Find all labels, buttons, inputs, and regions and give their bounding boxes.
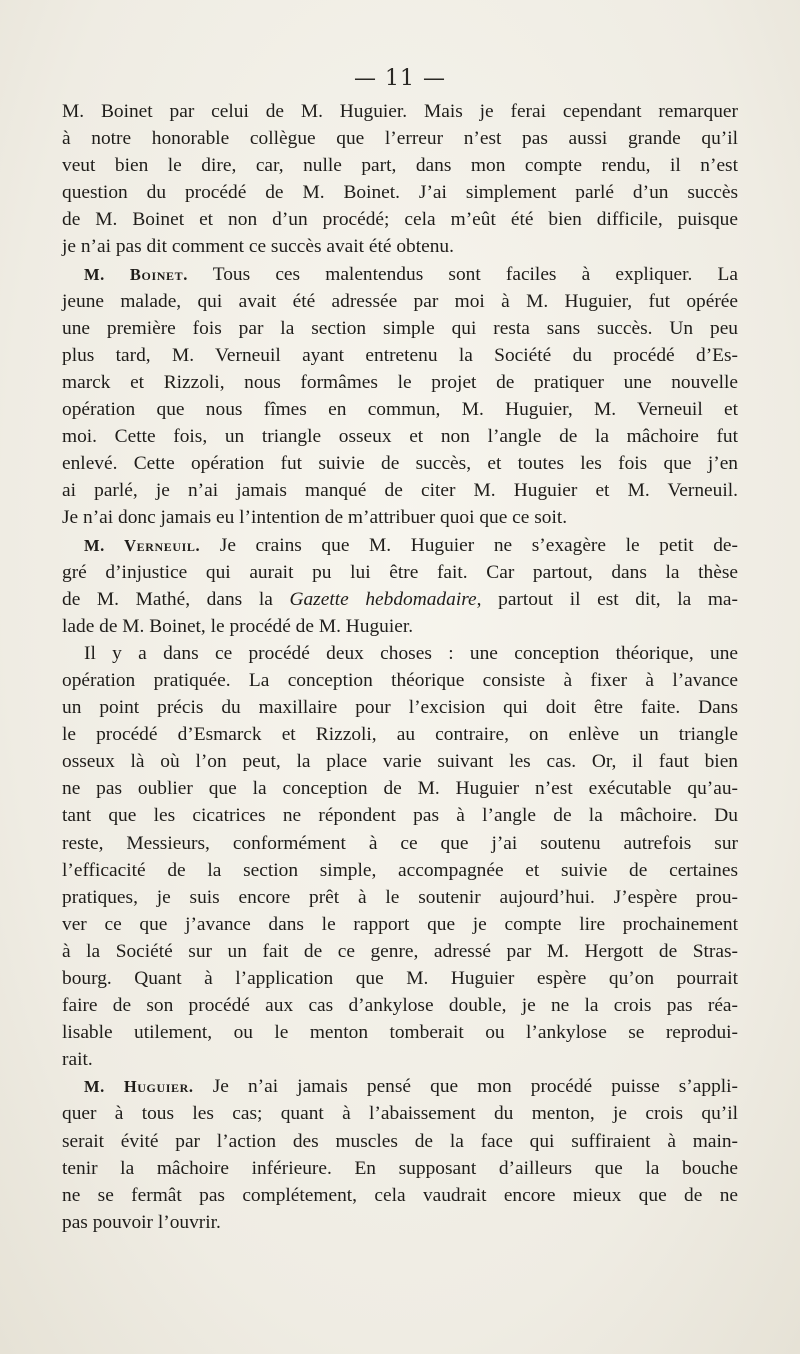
line-text: ver ce que j’avance dans le rapport que je compte lire prochainement xyxy=(62,913,738,935)
text-line xyxy=(62,1019,738,1046)
line-text: opération pratiquée. La conception théorique consiste à fixer à l’avance xyxy=(62,669,738,691)
line-text: un point précis du maxillaire pour l’excision qui doit être faite. Dans xyxy=(62,697,738,719)
speaker-name: M. Huguier. xyxy=(84,1077,194,1097)
line-text: opération que nous fîmes en commun, M. Huguier, M. Verneuil et xyxy=(62,399,738,421)
text-line xyxy=(62,179,738,206)
line-text: une première fois par la section simple qui resta sans succès. Un peu xyxy=(62,317,738,339)
line-text: faire de son procédé aux cas d’ankylose double, je ne la crois pas réa- xyxy=(62,995,738,1017)
line-text: ne se fermât pas complétement, cela vaudrait encore mieux que de ne xyxy=(62,1184,738,1206)
text-line xyxy=(62,559,738,586)
text-line xyxy=(62,775,738,802)
text-line xyxy=(62,830,738,857)
speaker-name: M. Verneuil. xyxy=(84,535,201,555)
line-text: gré d’injustice qui aurait pu lui être fait. Car partout, dans la thèse xyxy=(62,561,738,583)
line-text: ne pas oublier que la conception de M. Huguier n’est exécutable qu’au- xyxy=(62,778,738,800)
line-text: Je n’ai donc jamais eu l’intention de m’attribuer quoi que ce soit. xyxy=(62,507,568,529)
journal-title: Gazette hebdomadaire xyxy=(289,588,477,610)
text-line xyxy=(62,477,738,504)
text-line xyxy=(62,288,738,315)
text-line xyxy=(62,721,738,748)
page-number: — 11 — xyxy=(354,66,446,91)
text-line xyxy=(62,233,738,260)
text-line xyxy=(62,152,738,179)
text-line xyxy=(62,748,738,775)
body-text xyxy=(62,98,738,1236)
text-line xyxy=(62,125,738,152)
line-text: moi. Cette fois, un triangle osseux et non l’angle de la mâchoire fut xyxy=(62,426,738,448)
text-line xyxy=(62,315,738,342)
line-text: tenir la mâchoire inférieure. En supposant d’ailleurs que la bouche xyxy=(62,1157,738,1179)
text-line xyxy=(62,938,738,965)
line-text: quer à tous les cas; quant à l’abaissement du menton, je crois qu’il xyxy=(62,1103,738,1125)
text-line xyxy=(62,504,738,531)
line-text: jeune malade, qui avait été adressée par moi à M. Huguier, fut opérée xyxy=(62,290,738,312)
line-text: M. Boinet par celui de M. Huguier. Mais je ferai cependant remarquer xyxy=(62,101,738,122)
text-line xyxy=(62,369,738,396)
text-line xyxy=(62,586,738,613)
text-line xyxy=(62,98,738,125)
line-text: serait évité par l’action des muscles de la face qui suffiraient à main- xyxy=(62,1130,738,1152)
line-text: veut bien le dire, car, nulle part, dans mon compte rendu, il n’est xyxy=(62,155,738,177)
line-text: Je n’ai jamais pensé que mon procédé puisse s’appli- xyxy=(212,1076,738,1098)
line-text: à la Société sur un fait de ce genre, adressé par M. Hergott de Stras- xyxy=(62,940,738,962)
text-line xyxy=(62,613,738,640)
line-text: de M. Boinet et non d’un procédé; cela m’eût été bien difficile, puisque xyxy=(62,209,738,231)
line-text: question du procédé de M. Boinet. J’ai simplement parlé d’un succès xyxy=(62,182,738,204)
line-text: pratiques, je suis encore prêt à le soutenir aujourd’hui. J’espère prou- xyxy=(62,886,738,908)
line-text: je n’ai pas dit comment ce succès avait été obtenu. xyxy=(62,236,454,258)
text-line xyxy=(62,965,738,992)
line-text: pas pouvoir l’ouvrir. xyxy=(62,1211,221,1233)
text-line xyxy=(62,694,738,721)
text-line xyxy=(62,1073,738,1100)
line-text: lisable utilement, ou le menton tomberait ou l’ankylose se reprodui- xyxy=(62,1022,738,1044)
text-line xyxy=(62,1128,738,1155)
speaker-name: M. Boinet. xyxy=(84,264,188,284)
text-line xyxy=(62,992,738,1019)
line-text: marck et Rizzoli, nous formâmes le projet de pratiquer une nouvelle xyxy=(62,371,738,393)
line-text: Je crains que M. Huguier ne s’exagère le petit de- xyxy=(219,534,738,556)
line-text: tant que les cicatrices ne répondent pas à l’angle de la mâchoire. Du xyxy=(62,805,738,827)
text-line xyxy=(62,1182,738,1209)
text-line xyxy=(62,1155,738,1182)
line-text: , partout il est dit, la ma- xyxy=(476,588,738,610)
line-text: osseux là où l’on peut, la place varie suivant les cas. Or, il faut bien xyxy=(62,751,738,773)
line-text: l’efficacité de la section simple, accompagnée et suivie de certaines xyxy=(62,859,738,881)
text-line xyxy=(62,1046,738,1073)
line-text: Tous ces malentendus sont faciles à expliquer. La xyxy=(212,263,738,285)
line-text: enlevé. Cette opération fut suivie de succès, et toutes les fois que j’en xyxy=(62,453,738,475)
line-text: reste, Messieurs, conformément à ce que j’ai soutenu autrefois sur xyxy=(62,832,738,854)
line-text: plus tard, M. Verneuil ayant entretenu la Société du procédé d’Es- xyxy=(62,344,738,366)
text-line xyxy=(62,532,738,559)
line-text: à notre honorable collègue que l’erreur n’est pas aussi grande qu’il xyxy=(62,128,738,150)
text-line xyxy=(62,640,738,667)
line-text: Il y a dans ce procédé deux choses : une conception théorique, une xyxy=(84,642,738,664)
text-line xyxy=(62,206,738,233)
line-text: bourg. Quant à l’application que M. Huguier espère qu’on pourrait xyxy=(62,968,738,989)
text-line xyxy=(62,667,738,694)
text-line xyxy=(62,450,738,477)
text-line xyxy=(62,911,738,938)
text-line xyxy=(62,1209,738,1236)
text-line xyxy=(62,802,738,829)
text-line xyxy=(62,1100,738,1127)
line-text: le procédé d’Esmarck et Rizzoli, au contraire, on enlève un triangle xyxy=(62,724,738,746)
text-line xyxy=(62,396,738,423)
text-line xyxy=(62,857,738,884)
line-text: lade de M. Boinet, le procédé de M. Huguier. xyxy=(62,615,414,637)
text-line xyxy=(62,261,738,288)
text-line xyxy=(62,884,738,911)
line-text: rait. xyxy=(62,1049,93,1071)
line-text: de M. Mathé, dans la xyxy=(62,588,290,610)
text-line xyxy=(62,342,738,369)
text-line xyxy=(62,423,738,450)
line-text: ai parlé, je n’ai jamais manqué de citer M. Huguier et M. Verneuil. xyxy=(62,480,738,502)
